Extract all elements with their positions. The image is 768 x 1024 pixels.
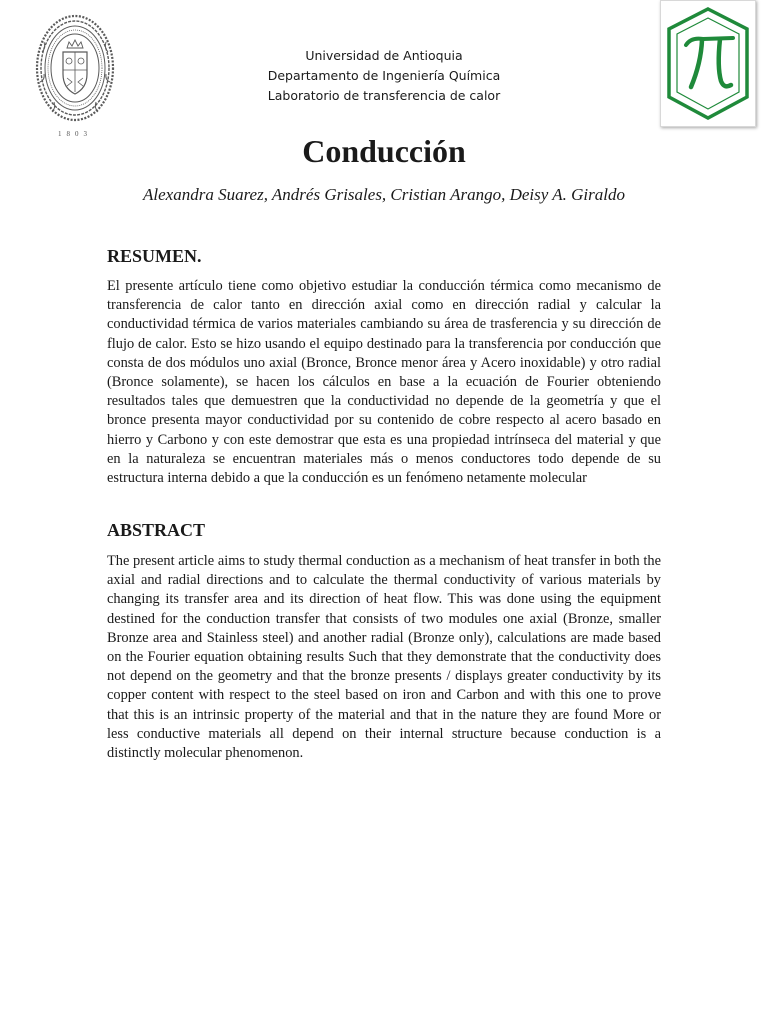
seal-year: 1803 [58, 130, 92, 138]
abstract-paragraph: The present article aims to study thermal conduction as a mechanism of heat transfer in both the axial and radial directions and to calculate the thermal conductivity of various materials by changing its transfer area and its direction of heat flow. This was done using the equipment destined for the conduction transfer that consists of two modules one axial (Bronze, smaller Bronze area and Stainless steel) and another radial (Bronze only), calculations are made based on the Fourier equation obtaining results Such that they demonstrate that the conductivity does not depend on the geometry and that the bronze presents / displays greater conductivity by its copper content with respect to the steel based on iron and Carbon and with this one to prove that this is an intrinsic property of the material and that in the nature they are found More or less conductive materials all depend on their internal structure because conduction is a distinctly molecular phenomenon. [107, 553, 661, 762]
authors: Alexandra Suarez, Andrés Grisales, Cristian Arango, Deisy A. Giraldo [143, 185, 625, 204]
institution-header [200, 46, 568, 106]
document-title: Conducción [302, 133, 466, 169]
department-name: Departamento de Ingeniería Química [267, 68, 501, 83]
resumen-paragraph: El presente artículo tiene como objetivo estudiar la conducción térmica como mecanismo de transferencia de calor tanto en dirección axial como en dirección radial y calcular la conductividad térmica de varios materiales cambiando su área de trasferencia y su dirección de flujo de calor. Esto se hizo usando el equipo destinado para la transferencia por conducción que consta de dos módulos uno axial (Bronce, Bronce menor área y Acero inoxidable) y otro radial (Bronce solamente), se hacen los cálculos en base a la ecuación de Fourier obteniendo resultados tales que demuestren que la conductividad no depende de la geometría y que el bronce presenta mayor conductividad por su contenido de cobre respecto al acero basado en hierro y Carbono y con este demostrar que esta es una propiedad intrínseca del material y que en la naturaleza se encuentran materiales más o menos conductores todo depende de su estructura interna debido a que la conducción es un fenómeno netamente molecular [107, 278, 661, 487]
laboratory-name: Laboratorio de transferencia de calor [267, 88, 501, 103]
pi-logo [660, 0, 756, 127]
abstract-heading: ABSTRACT [107, 520, 206, 540]
university-name: Universidad de Antioquia [305, 48, 463, 63]
pi-hexagon-icon [661, 1, 755, 126]
university-seal-icon [34, 12, 116, 124]
resumen-heading: RESUMEN. [107, 246, 202, 266]
